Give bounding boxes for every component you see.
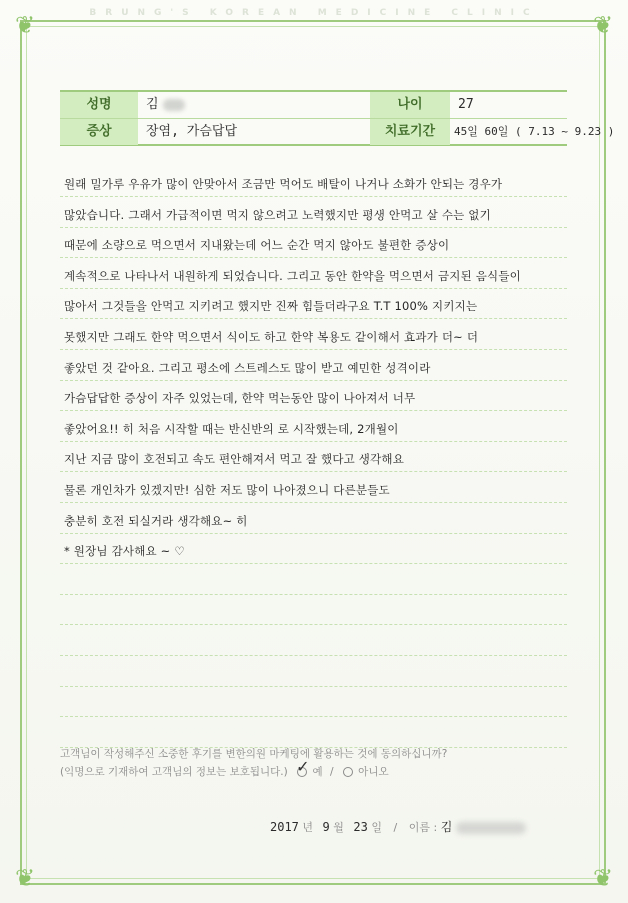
review-line: 충분히 호전 되실거라 생각해요~ 히 bbox=[64, 513, 248, 528]
review-line: 계속적으로 나타나서 내원하게 되었습니다. 그리고 동안 한약을 먹으면서 금지된 음식들이 bbox=[64, 268, 521, 283]
age-label: 나이 bbox=[370, 92, 450, 118]
ruled-line bbox=[60, 227, 567, 228]
option-yes-label: 예 bbox=[312, 766, 323, 778]
month-unit: 월 bbox=[333, 821, 344, 834]
signature-line bbox=[270, 818, 570, 838]
review-line: 좋았어요!! 히 처음 시작할 때는 반신반의 로 시작했는데, 2개월이 bbox=[64, 421, 399, 436]
year-unit: 년 bbox=[302, 821, 314, 834]
checkmark-icon: ✓ bbox=[296, 757, 310, 776]
date-year[interactable]: 2017 bbox=[270, 820, 299, 834]
ruled-line bbox=[60, 563, 567, 564]
ruled-line bbox=[60, 716, 567, 717]
separator: / bbox=[393, 821, 398, 834]
day-unit: 일 bbox=[371, 821, 383, 834]
signer-name-label: 이름 : bbox=[408, 821, 438, 834]
review-line: 많아서 그것들을 안먹고 지키려고 했지만 진짜 힘들더라구요 T.T 100% 지키지는 bbox=[64, 299, 478, 314]
ruled-line bbox=[60, 686, 567, 687]
ruled-line bbox=[60, 380, 567, 381]
marketing-consent bbox=[60, 745, 567, 781]
ruled-line bbox=[60, 441, 567, 442]
date-month[interactable]: 9 bbox=[322, 820, 330, 834]
symptom-field[interactable]: 장염, 가슴답답 bbox=[146, 124, 238, 139]
ruled-line bbox=[60, 318, 567, 319]
option-no-label: 아니오 bbox=[358, 766, 389, 778]
radio-yes[interactable] bbox=[296, 757, 310, 777]
ruled-line bbox=[60, 410, 567, 411]
consent-question: 고객님이 작성해주신 소중한 후기를 변한의원 마케팅에 활용하는 것에 동의하십니까? bbox=[60, 748, 448, 760]
review-line: 때문에 소량으로 먹으면서 지내왔는데 어느 순간 먹지 않아도 불편한 증상이 bbox=[64, 238, 450, 253]
review-line: 많았습니다. 그래서 가급적이면 먹지 않으려고 노력했지만 평생 안먹고 살 수는 없기 bbox=[64, 207, 491, 222]
consent-option-no[interactable] bbox=[343, 763, 389, 781]
ruled-line bbox=[60, 257, 567, 258]
corner-ornament-icon: ❦ bbox=[14, 11, 36, 39]
info-row bbox=[60, 92, 567, 119]
consent-note: (익명으로 기재하여 고객님의 정보는 보호됩니다.) bbox=[60, 766, 288, 778]
name-field[interactable] bbox=[138, 92, 378, 118]
review-line: 물론 개인차가 있겠지만! 심한 저도 많이 나아졌으니 다른분들도 bbox=[64, 483, 390, 497]
review-line: * 원장님 감사해요 ~ ♡ bbox=[64, 544, 185, 559]
patient-info-table bbox=[60, 90, 615, 146]
clinic-watermark: BRUNG'S KOREAN MEDICINE CLINIC bbox=[89, 8, 539, 18]
review-line: 가슴답답한 증상이 자주 있었는데, 한약 먹는동안 많이 나아져서 너무 bbox=[64, 391, 416, 406]
ruled-line bbox=[60, 533, 567, 534]
review-line: 원래 밀가루 우유가 많이 안맞아서 조금만 먹어도 배탈이 나거나 소화가 안되는 경우가 bbox=[64, 177, 503, 191]
ruled-line bbox=[60, 624, 567, 625]
ruled-line bbox=[60, 502, 567, 503]
ruled-line bbox=[60, 655, 567, 656]
corner-ornament-icon: ❦ bbox=[592, 864, 614, 892]
redacted-signer-name bbox=[456, 822, 526, 834]
info-row bbox=[60, 119, 615, 145]
consent-row: (익명으로 기재하여 고객님의 정보는 보호됩니다.) ✓ 예 / 아니오 bbox=[60, 763, 567, 781]
corner-ornament-icon: ❦ bbox=[14, 864, 36, 892]
name-value: 김 bbox=[146, 97, 159, 112]
review-line: 못했지만 그래도 한약 먹으면서 식이도 하고 한약 복용도 같이해서 효과가 더~ 더 bbox=[64, 330, 479, 344]
ruled-line bbox=[60, 196, 567, 197]
signer-name[interactable]: 김 bbox=[440, 820, 453, 834]
period-label: 치료기간 bbox=[370, 119, 450, 145]
redacted-name bbox=[163, 99, 185, 111]
review-line: 좋았던 것 같아요. 그리고 평소에 스트레스도 많이 받고 예민한 성격이라 bbox=[64, 360, 431, 375]
radio-no[interactable] bbox=[343, 767, 353, 777]
period-field[interactable]: 45일 60일 ( 7.13 ~ 9.23 ) bbox=[454, 125, 615, 138]
ruled-line bbox=[60, 349, 567, 350]
date-day[interactable]: 23 bbox=[353, 820, 368, 834]
ruled-line bbox=[60, 471, 567, 472]
symptom-label: 증상 bbox=[60, 119, 138, 145]
name-label: 성명 bbox=[60, 92, 138, 118]
ruled-line bbox=[60, 594, 567, 595]
review-line: 지난 지금 많이 호전되고 속도 편안해져서 먹고 잘 했다고 생각해요 bbox=[64, 452, 405, 467]
ruled-line bbox=[60, 288, 567, 289]
age-field[interactable]: 27 bbox=[458, 97, 474, 112]
consent-option-yes[interactable] bbox=[296, 757, 323, 781]
corner-ornament-icon: ❦ bbox=[592, 11, 614, 39]
